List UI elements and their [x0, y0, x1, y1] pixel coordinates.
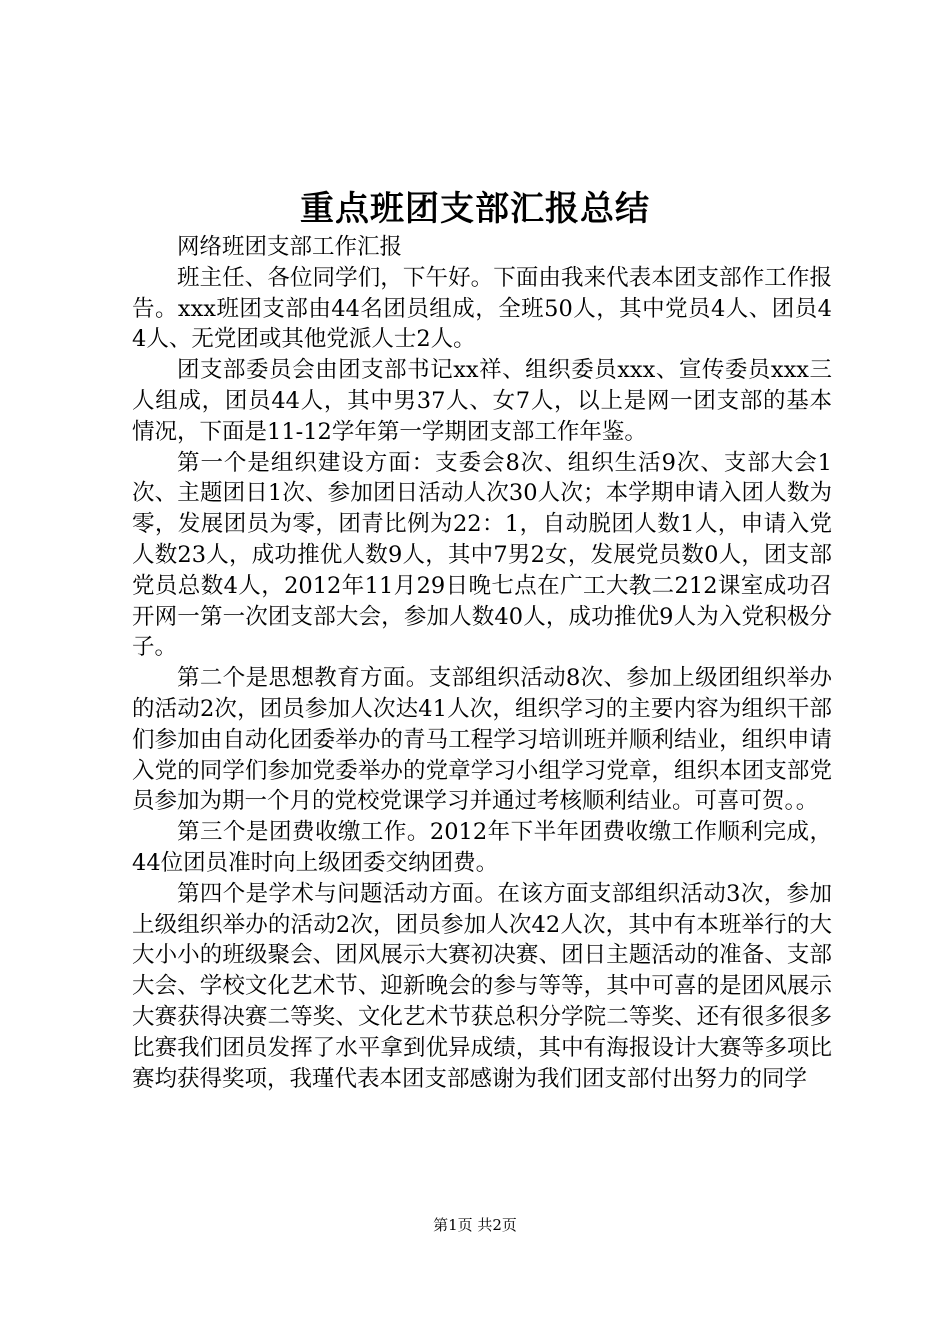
paragraph-subtitle: 网络班团支部工作汇报	[177, 234, 403, 260]
paragraph-ideology: 第二个是思想教育方面。支部组织活动8次、参加上级团组织举办的活动2次，团员参加人次达41人次，组织学习的主要内容为组织干部们参加由自动化团委举办的青马工程学习培训班并顺利结业，组织申请入党的同学们参加党委举办的党章学习小组学习党章，组织本团支部党员参加为期一个月的党校党课学习并通过考核顺利结业。可喜可贺。。	[132, 665, 832, 815]
page-indicator: 第1页 共2页	[433, 1216, 517, 1234]
page-footer	[0, 1214, 950, 1236]
paragraph-fees: 第三个是团费收缴工作。2012年下半年团费收缴工作顺利完成，44位团员准时向上级团委交纳团费。	[132, 819, 832, 876]
document-body	[132, 232, 832, 1094]
paragraph-organization: 第一个是组织建设方面：支委会8次、组织生活9次、支部大会1次、主题团日1次、参加团日活动人次30人次；本学期申请入团人数为零，发展团员为零，团青比例为22：1，自动脱团人数1人，申请入党人数23人，成功推优人数9人，其中7男2女，发展党员数0人，团支部党员总数4人，2012年11月29日晚七点在广工大教二212课室成功召开网一第一次团支部大会，参加人数40人，成功推优9人为入党积极分子。	[132, 449, 832, 661]
paragraph-committee: 团支部委员会由团支部书记xx祥、组织委员xxx、宣传委员xxx三人组成，团员44人，其中男37人、女7人，以上是网一团支部的基本情况，下面是11-12学年第一学期团支部工作年鉴。	[132, 357, 832, 445]
document-title: 重点班团支部汇报总结	[300, 189, 650, 229]
paragraph-greeting: 班主任、各位同学们，下午好。下面由我来代表本团支部作工作报告。xxx班团支部由44名团员组成，全班50人，其中党员4人、团员44人、无党团或其他党派人士2人。	[132, 264, 832, 353]
paragraph-activities: 第四个是学术与问题活动方面。在该方面支部组织活动3次，参加上级组织举办的活动2次，团员参加人次42人次，其中有本班举行的大大小小的班级聚会、团风展示大赛初决赛、团日主题活动的准备、支部大会、学校文化艺术节、迎新晚会的参与等等，其中可喜的是团风展示大赛获得决赛二等奖、文化艺术节获总积分学院二等奖、还有很多很多比赛我们团员发挥了水平拿到优异成绩，其中有海报设计大赛等多项比赛均获得奖项，我瑾代表本团支部感谢为我们团支部付出努力的同学	[132, 880, 832, 1092]
